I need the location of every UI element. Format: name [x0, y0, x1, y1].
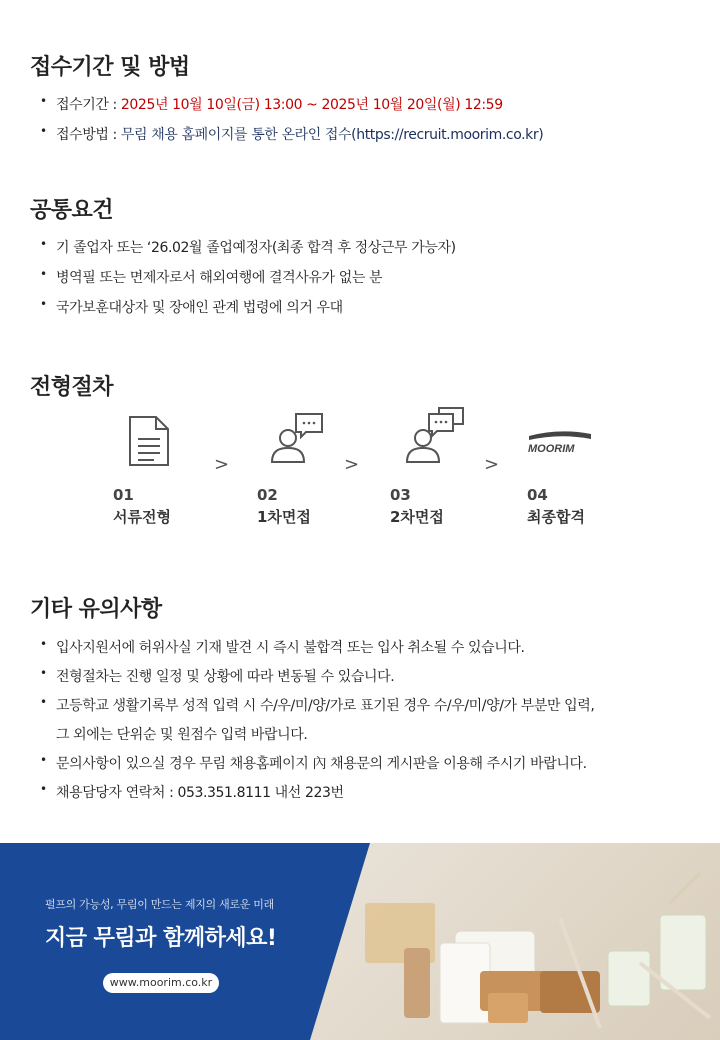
list-item — [40, 124, 543, 154]
banner-subtitle: 펄프의 가능성, 무림이 만드는 제지의 새로운 미래 — [45, 898, 274, 911]
list-item-text: 그 외에는 단위순 및 원점수 입력 바랍니다. — [56, 727, 308, 743]
list-item-text: 기 졸업자 또는 ‘26.02월 졸업예정자(최종 합격 후 정상근무 가능자) — [56, 240, 456, 256]
list-item — [40, 637, 594, 666]
process-step — [113, 486, 171, 527]
step-number: 03 — [390, 486, 411, 504]
list-item — [40, 297, 456, 327]
website-link[interactable]: www.moorim.co.kr — [103, 973, 219, 993]
step-number: 01 — [113, 486, 134, 504]
bullet: • — [40, 94, 47, 108]
logo-text: MOORIM — [528, 443, 575, 454]
bullet: • — [40, 753, 47, 767]
chevron-right-icon: > — [214, 454, 230, 475]
method-label: 접수방법 : — [56, 127, 121, 143]
section-title-requirements: 공통요건 — [30, 198, 114, 223]
list-item-text: 국가보훈대상자 및 장애인 관계 법령에 의거 우대 — [56, 300, 343, 316]
bullet: • — [40, 237, 47, 251]
step-number: 04 — [527, 486, 548, 504]
chevron-right-icon: > — [484, 454, 500, 475]
period-value: 2025년 10월 10일(금) 13:00 ~ 2025년 10월 20일(월) 12:59 — [120, 97, 503, 113]
list-item — [40, 753, 594, 782]
period-label: 접수기간 : — [56, 97, 121, 113]
bullet: • — [40, 637, 47, 651]
bullet: • — [40, 666, 47, 680]
section-title-process: 전형절차 — [30, 375, 114, 400]
bullet: • — [40, 124, 47, 138]
step-name: 서류전형 — [113, 508, 171, 526]
list-item — [40, 695, 594, 724]
requirements-list — [40, 237, 456, 327]
process-step — [390, 486, 444, 527]
list-item — [40, 237, 456, 267]
banner-title: 지금 무림과 함께하세요! — [45, 926, 277, 951]
list-item-text: 전형절차는 진행 일정 및 상황에 따라 변동될 수 있습니다. — [56, 669, 395, 685]
footer-banner — [0, 843, 720, 1040]
list-item-text: 문의사항이 있으실 경우 무림 채용홈페이지 內 채용문의 게시판을 이용해 주시기 바랍니다. — [56, 756, 587, 772]
chevron-right-icon: > — [344, 454, 360, 475]
list-item — [40, 782, 594, 811]
section-title-notes: 기타 유의사항 — [30, 597, 162, 622]
list-item — [40, 666, 594, 695]
application-list — [40, 94, 543, 154]
list-item — [40, 94, 543, 124]
bullet: • — [40, 267, 47, 281]
list-item-text: 병역필 또는 면제자로서 해외여행에 결격사유가 없는 분 — [56, 270, 383, 286]
step-name: 최종합격 — [527, 508, 585, 526]
step-name: 1차면접 — [257, 508, 311, 526]
method-value: 무림 채용 홈페이지를 통한 온라인 접수(https://recruit.moorim.co.kr) — [120, 127, 544, 143]
list-item-text: 채용담당자 연락처 : 053.351.8111 내선 223번 — [56, 785, 344, 801]
list-item-text: 입사지원서에 허위사실 기재 발견 시 즉시 불합격 또는 입사 취소될 수 있습니다. — [56, 640, 525, 656]
bullet: • — [40, 297, 47, 311]
list-item-continuation — [40, 724, 594, 753]
step-number: 02 — [257, 486, 278, 504]
interview-group-icon — [403, 405, 465, 469]
bullet: • — [40, 782, 47, 796]
list-item-text: 고등학교 생활기록부 성적 입력 시 수/우/미/양/가로 표기된 경우 수/우/미/양/가 부분만 입력, — [56, 698, 595, 714]
process-step — [527, 486, 585, 527]
list-item — [40, 267, 456, 297]
section-title-application: 접수기간 및 방법 — [30, 55, 190, 80]
moorim-logo-icon — [527, 430, 593, 458]
bullet: • — [40, 695, 47, 709]
step-name: 2차면접 — [390, 508, 444, 526]
interview-person-icon — [268, 410, 326, 470]
process-step — [257, 486, 311, 527]
notes-list — [40, 637, 594, 811]
document-icon — [128, 415, 170, 471]
